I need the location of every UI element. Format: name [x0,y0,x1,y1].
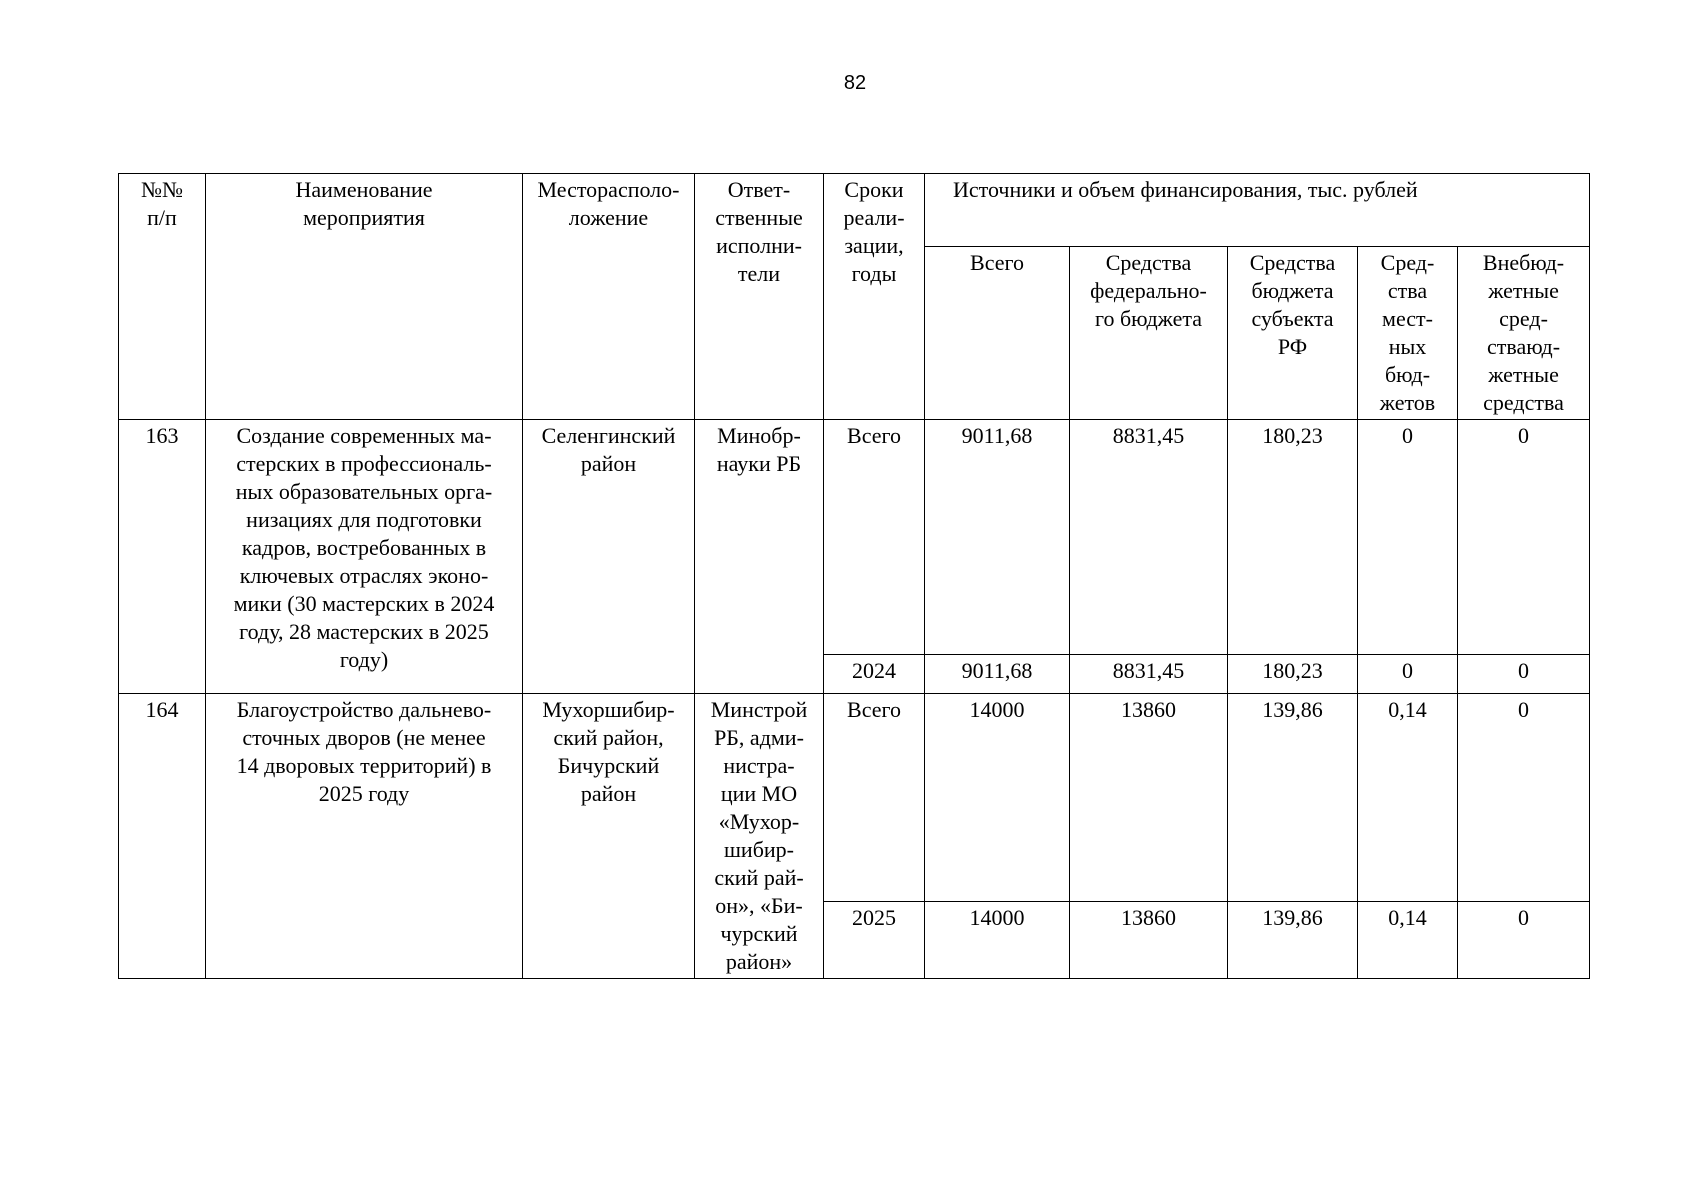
row-num: 163 [119,420,206,694]
header-federal: Средства федерально- го бюджета [1070,247,1228,420]
row-local: 0,14 [1358,694,1458,902]
header-local: Сред- ства мест- ных бюд- жетов [1358,247,1458,420]
row-term: Всего [824,694,925,902]
row-subject: 139,86 [1228,902,1358,979]
row-name: Благоустройство дальнево- сточных дворов (не менее 14 дворовых территорий) в 2025 году [206,694,523,979]
row-federal: 8831,45 [1070,655,1228,694]
row-term: 2024 [824,655,925,694]
page-number: 82 [843,72,867,94]
row-name: Создание современных ма- стерских в профессиональ- ных образовательных орга- низациях для подготовки кадров, востребованных в ключевых отраслях эконо- мики (30 мастерских в 2024 году, 28 мастерских в 2025 году) [206,420,523,694]
financing-table [118,173,1590,979]
row-subject: 139,86 [1228,694,1358,902]
row-subject: 180,23 [1228,420,1358,655]
header-row [119,174,1590,247]
header-sources: Источники и объем финансирования, тыс. рублей [925,174,1590,247]
header-location: Месторасполо- ложение [523,174,695,420]
row-term: 2025 [824,902,925,979]
table-row [119,694,1590,902]
row-federal: 8831,45 [1070,420,1228,655]
header-num: №№ п/п [119,174,206,420]
row-extra: 0 [1458,655,1590,694]
row-federal: 13860 [1070,902,1228,979]
row-num: 164 [119,694,206,979]
header-terms: Сроки реали- зации, годы [824,174,925,420]
row-responsible: Минобр- науки РБ [695,420,824,694]
row-federal: 13860 [1070,694,1228,902]
row-local: 0,14 [1358,902,1458,979]
row-extra: 0 [1458,902,1590,979]
row-total: 14000 [925,902,1070,979]
row-location: Мухоршибир- ский район, Бичурский район [523,694,695,979]
row-total: 14000 [925,694,1070,902]
row-total: 9011,68 [925,420,1070,655]
header-extra: Внебюд- жетные сред- стваюд- жетные средства [1458,247,1590,420]
row-subject: 180,23 [1228,655,1358,694]
row-location: Селенгинский район [523,420,695,694]
header-responsible: Ответ- ственные исполни- тели [695,174,824,420]
row-responsible: Минстрой РБ, адми- нистра- ции МО «Мухор- шибир- ский рай- он», «Би- чурский район» [695,694,824,979]
header-total: Всего [925,247,1070,420]
header-subject: Средства бюджета субъекта РФ [1228,247,1358,420]
header-name: Наименование мероприятия [206,174,523,420]
row-local: 0 [1358,420,1458,655]
row-total: 9011,68 [925,655,1070,694]
row-local: 0 [1358,655,1458,694]
row-extra: 0 [1458,694,1590,902]
row-extra: 0 [1458,420,1590,655]
row-term: Всего [824,420,925,655]
table-row [119,420,1590,655]
